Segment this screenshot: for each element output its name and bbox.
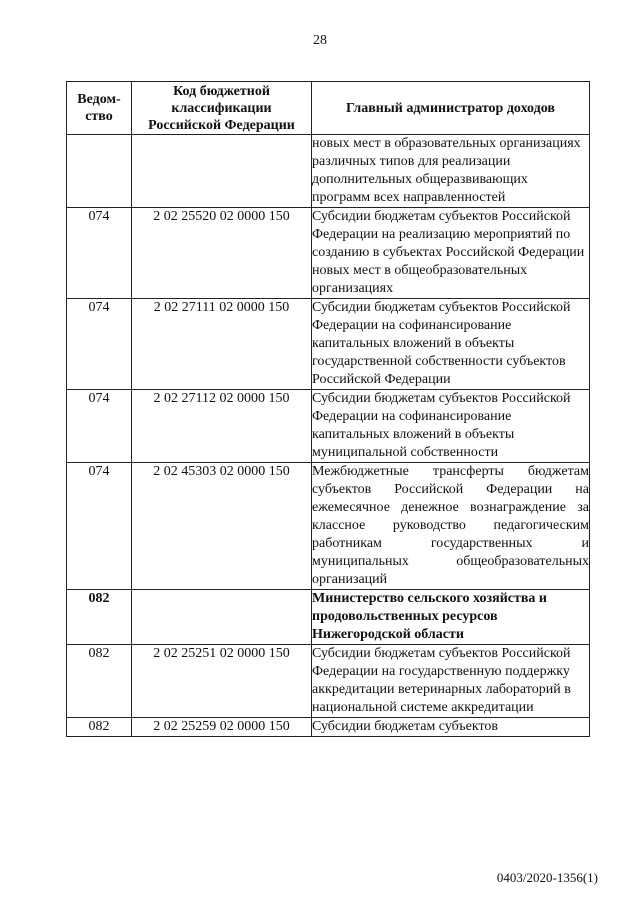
department-code-cell: 074 <box>67 299 132 390</box>
page-number: 28 <box>313 33 327 48</box>
table-row <box>67 718 590 737</box>
header-department: Ведом- ство <box>67 82 132 135</box>
description-cell: Субсидии бюджетам субъектов Российской Федерации на государственную поддержку аккредитации ветеринарных лабораторий в национальной системе аккредитации <box>312 645 590 718</box>
header-budget-code: Код бюджетной классификации Российской Федерации <box>132 82 312 135</box>
table-header-row <box>67 82 590 135</box>
description-cell: новых мест в образовательных организациях различных типов для реализации дополнительных общеразвивающих программ всех направленностей <box>312 135 590 208</box>
budget-code-cell <box>132 590 312 645</box>
department-code-cell: 074 <box>67 390 132 463</box>
table-row <box>67 299 590 390</box>
table-row <box>67 208 590 299</box>
description-cell: Министерство сельского хозяйства и продовольственных ресурсов Нижегородской области <box>312 590 590 645</box>
table-row <box>67 390 590 463</box>
budget-code-cell: 2 02 25259 02 0000 150 <box>132 718 312 737</box>
department-code-cell <box>67 135 132 208</box>
department-code-cell: 074 <box>67 208 132 299</box>
department-code-cell: 082 <box>67 718 132 737</box>
table-row <box>67 463 590 590</box>
table-body <box>67 135 590 737</box>
table-row <box>67 645 590 718</box>
budget-code-cell <box>132 135 312 208</box>
header-revenue-administrator: Главный администратор доходов <box>312 82 590 135</box>
description-cell: Субсидии бюджетам субъектов <box>312 718 590 737</box>
budget-code-cell: 2 02 25251 02 0000 150 <box>132 645 312 718</box>
document-reference: 0403/2020-1356(1) <box>496 870 598 885</box>
department-code-cell: 082 <box>67 645 132 718</box>
description-cell: Субсидии бюджетам субъектов Российской Федерации на софинансирование капитальных вложений в объекты государственной собственности субъектов Российской Федерации <box>312 299 590 390</box>
budget-code-cell: 2 02 27111 02 0000 150 <box>132 299 312 390</box>
budget-code-cell: 2 02 25520 02 0000 150 <box>132 208 312 299</box>
department-code-cell: 074 <box>67 463 132 590</box>
budget-code-cell: 2 02 27112 02 0000 150 <box>132 390 312 463</box>
description-cell: Межбюджетные трансферты бюджетам субъектов Российской Федерации на ежемесячное денежное вознаграждение за классное руководство педагогическим работникам государственных и муниципальных общеобразовательных организаций <box>312 463 590 590</box>
description-cell: Субсидии бюджетам субъектов Российской Федерации на софинансирование капитальных вложений в объекты муниципальной собственности <box>312 390 590 463</box>
table-row <box>67 135 590 208</box>
description-cell: Субсидии бюджетам субъектов Российской Федерации на реализацию мероприятий по созданию в субъектах Российской Федерации новых мест в общеобразовательных организациях <box>312 208 590 299</box>
department-code-cell: 082 <box>67 590 132 645</box>
budget-classification-table <box>66 81 590 737</box>
table-row <box>67 590 590 645</box>
budget-code-cell: 2 02 45303 02 0000 150 <box>132 463 312 590</box>
